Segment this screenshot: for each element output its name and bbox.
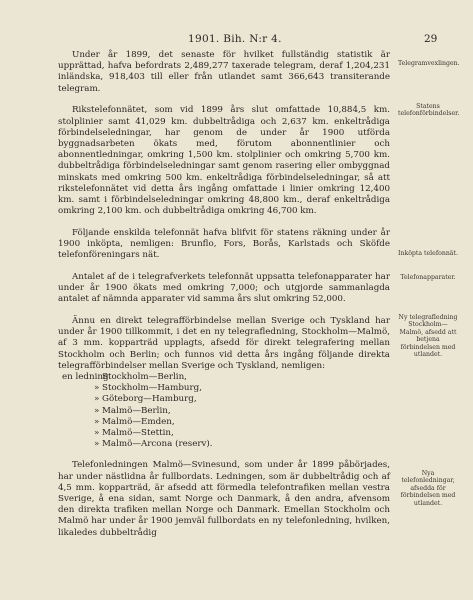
list-item — [58, 372, 390, 383]
ditto-mark: » — [94, 439, 100, 450]
list-item — [58, 394, 390, 405]
ditto-mark: » — [94, 405, 100, 416]
connection-name: Malmö—Emden, — [102, 416, 175, 427]
connection-name: Stockholm—Berlin, — [102, 372, 187, 383]
margin-note-telephone: Statens telefonförbindelser. — [398, 103, 460, 118]
running-header — [0, 32, 473, 46]
connection-name: Malmö—Arcona (reserv). — [102, 439, 213, 450]
ditto-mark: » — [94, 394, 100, 405]
list-item — [58, 383, 390, 394]
page-number: 29 — [424, 33, 438, 45]
connection-name: Göteborg—Hamburg, — [102, 394, 197, 405]
margin-note-telegraph-line: Ny telegrafledning Stockholm—Malmö, afsedd att betjena förbindelsen med utlandet. — [398, 314, 458, 359]
ditto-mark: » — [94, 383, 100, 394]
margin-note-apparatus: Telefonapparater. — [400, 274, 456, 281]
connection-name: Stockholm—Hamburg, — [102, 383, 202, 394]
ditto-mark: » — [94, 428, 100, 439]
paragraph-telephone-apparatus: Antalet af de i telegrafverkets telefonnät uppsatta telefonapparater har under år 1900 ökats med omkring 7,000; och utgjorde sammanlagda antalet af nämnda apparater vid samma års slut omkring 52,000. — [58, 271, 390, 305]
paragraph-purchased-networks: Följande enskilda telefonnät hafva blifvit för statens räkning under år 1900 inköpta, nemligen: Brunflo, Fors, Borås, Karlstads och Sköfde telefonföreningars nät. — [58, 227, 390, 261]
margin-note-purchased: Inköpta telefonnät. — [398, 250, 458, 257]
margin-note-telephone-lines: Nya telefonledningar, afsedda för förbindelsen med utlandet. — [400, 470, 456, 507]
connection-name: Malmö—Berlin, — [102, 405, 171, 416]
list-item — [58, 428, 390, 439]
list-item — [58, 417, 390, 428]
list-prefix: en ledning — [62, 372, 109, 383]
list-item — [58, 406, 390, 417]
paragraph-telegraph-connection: Ännu en direkt telegrafförbindelse mellan Sverige och Tyskland har under år 1900 tillkommit, i det en ny telegrafledning, Stockholm—Malmö, af 3 mm. kopparträd upplagts, afsedd för direkt telegrafering mellan Stockholm och Berlin; och funnos vid detta års ingång följande direkta telegrafförbindelser mellan Sverige och Tyskland, nemligen: — [58, 316, 390, 371]
connection-list — [58, 372, 390, 450]
ditto-mark: » — [94, 416, 100, 427]
list-item — [58, 439, 390, 450]
body-text — [58, 50, 390, 549]
header-title: 1901. Bih. N:r 4. — [188, 33, 282, 45]
margin-note-telegram: Telegramvexlingen. — [398, 60, 460, 67]
paragraph-telephone-network: Rikstelefonnätet, som vid 1899 års slut omfattade 10,884,5 km. stolplinier samt 41,029 km. dubbeltrådiga och 2,637 km. enkeltrådiga förbindelseledningar, har genom de under år 1900 utförda byggnadsarbeten ökats med, förutom abonnentlinier och abonnentledningar, omkring 1,500 km. stolplinier och omkring 5,700 km. dubbeltrådiga förbindelseledningar samt genom rasering eller ombyggnad minskats med omkring 500 km. enkeltrådiga förbindelseledningar, så att rikstelefonnätet vid detta års ingång omfattade i linier omkring 12,400 km. samt i förbindelseledningar omkring 48,800 km., deraf enkeltrådiga omkring 2,100 km. och dubbeltrådiga omkring 46,700 km. — [58, 105, 390, 217]
paragraph-telephone-lines: Telefonledningen Malmö—Svinesund, som under år 1899 påbörjades, har under nästlidna år fullbordats. Ledningen, som är dubbeltrådig och af 4,5 mm. kopparträd, är afsedd att förmedla telefontrafiken mellan vestra Sverige, å ena sidan, samt Norge och Danmark, å den andra, afvensom den direkta trafiken mellan Norge och Danmark. Emellan Stockholm och Malmö har under år 1900 jemväl fullbordats en ny telefonledning, hvilken, likaledes dubbeltrådig — [58, 460, 390, 538]
paragraph-telegram-traffic: Under år 1899, det senaste för hvilket fullständig statistik är upprättad, hafva befordrats 2,489,277 taxerade telegram, deraf 1,204,231 inländska, 918,403 till eller från utlandet samt 366,643 transiterande telegram. — [58, 50, 390, 94]
connection-name: Malmö—Stettin, — [102, 428, 174, 439]
